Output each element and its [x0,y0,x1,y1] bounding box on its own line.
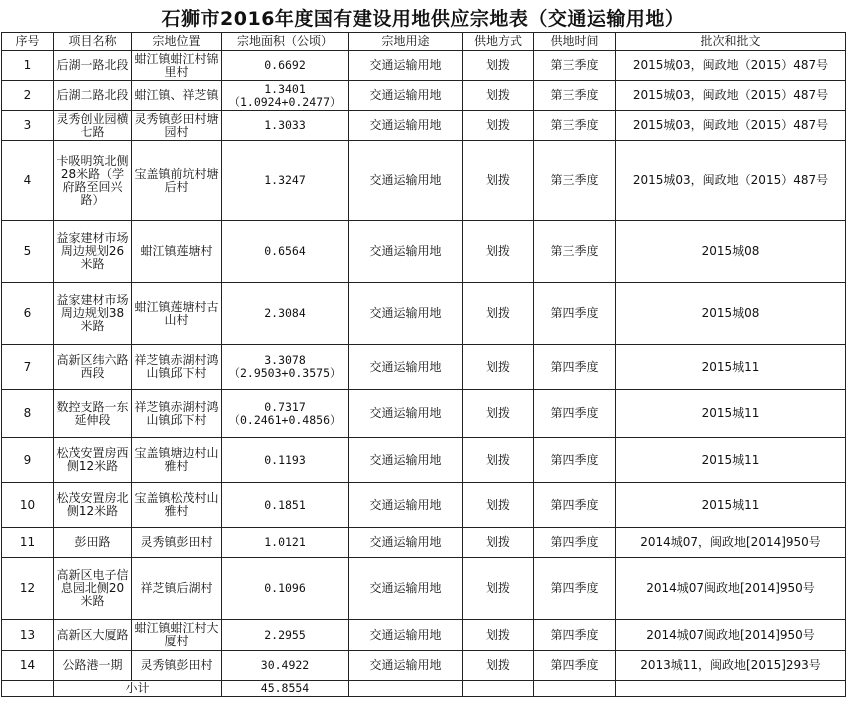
table-row [2,438,846,483]
project-name-cell: 益家建材市场周边规划26米路 [54,221,132,283]
area-cell [222,111,349,141]
area-value: 1.3247 [264,173,306,187]
row-number-cell: 10 [2,483,54,528]
supply-method-cell: 划拨 [463,651,534,681]
supply-time-cell: 第四季度 [534,345,616,390]
land-use-cell: 交通运输用地 [349,651,463,681]
header-cell: 项目名称 [54,33,132,51]
area-cell [222,620,349,651]
supply-time-cell: 第四季度 [534,283,616,345]
land-use-cell: 交通运输用地 [349,141,463,221]
area-cell [222,528,349,558]
area-cell [222,51,349,81]
header-cell: 宗地用途 [349,33,463,51]
page-title: 石狮市2016年度国有建设用地供应宗地表（交通运输用地） [161,8,685,30]
land-use-cell: 交通运输用地 [349,81,463,111]
area-value: 2.2955 [264,627,306,642]
approval-cell: 2015城11 [616,390,846,438]
table-row [2,483,846,528]
area-value: 1.0121 [264,535,306,549]
area-value: 0.6564 [264,244,306,258]
subtotal-empty-cell [2,681,54,697]
area-value: 30.4922 [260,658,310,672]
area-value: 1.3033 [264,118,306,132]
land-use-cell: 交通运输用地 [349,438,463,483]
supply-time-cell: 第四季度 [534,390,616,438]
location-cell: 祥芝镇赤湖村鸿山镇邱下村 [132,390,222,438]
project-name-cell: 后湖一路北段 [54,51,132,81]
land-use-cell: 交通运输用地 [349,558,463,620]
location-cell: 祥芝镇后湖村 [132,558,222,620]
supply-method-cell: 划拨 [463,438,534,483]
subtotal-empty-cell [463,681,534,697]
supply-method-cell: 划拨 [463,141,534,221]
area-cell [222,221,349,283]
approval-cell: 2015城08 [616,221,846,283]
location-cell: 宝盖镇松茂村山雅村 [132,483,222,528]
area-value: 0.1193 [264,452,306,467]
row-number-cell: 12 [2,558,54,620]
table-row [2,620,846,651]
location-cell: 灵秀镇彭田村塘园村 [132,111,222,141]
approval-cell: 2014城07，闽政地[2014]950号 [616,528,846,558]
subtotal-empty-cell [616,681,846,697]
area-cell [222,345,349,390]
land-use-cell: 交通运输用地 [349,111,463,141]
approval-cell: 2015城11 [616,345,846,390]
location-cell: 蚶江镇莲塘村古山村 [132,283,222,345]
land-use-cell: 交通运输用地 [349,483,463,528]
land-use-cell: 交通运输用地 [349,345,463,390]
area-value: 0.1851 [264,497,306,512]
header-cell: 供地方式 [463,33,534,51]
approval-cell: 2015城03，闽政地（2015）487号 [616,81,846,111]
project-name-cell: 松茂安置房北侧12米路 [54,483,132,528]
header-cell: 宗地位置 [132,33,222,51]
approval-cell: 2015城08 [616,283,846,345]
area-value: 0.1096 [264,581,306,595]
project-name-cell: 数控支路一东延伸段 [54,390,132,438]
approval-cell: 2015城11 [616,438,846,483]
land-use-cell: 交通运输用地 [349,528,463,558]
land-use-cell: 交通运输用地 [349,390,463,438]
table-row [2,283,846,345]
header-cell: 序号 [2,33,54,51]
project-name-cell: 松茂安置房西侧12米路 [54,438,132,483]
approval-cell: 2015城03，闽政地（2015）487号 [616,51,846,81]
approval-cell: 2014城07闽政地[2014]950号 [616,620,846,651]
area-value: 2.3084 [264,306,306,320]
land-use-cell: 交通运输用地 [349,620,463,651]
subtotal-row [2,681,846,697]
row-number-cell: 5 [2,221,54,283]
approval-cell: 2014城07闽政地[2014]950号 [616,558,846,620]
table-row [2,51,846,81]
subtotal-label: 小计 [54,681,222,697]
project-name-cell: 公路港一期 [54,651,132,681]
header-cell: 供地时间 [534,33,616,51]
area-cell [222,283,349,345]
land-use-cell: 交通运输用地 [349,283,463,345]
location-cell: 蚶江镇蚶江村锦里村 [132,51,222,81]
header-cell: 宗地面积（公顷） [222,33,349,51]
row-number-cell: 9 [2,438,54,483]
supply-time-cell: 第三季度 [534,221,616,283]
approval-cell: 2013城11，闽政地[2015]293号 [616,651,846,681]
supply-method-cell: 划拨 [463,390,534,438]
row-number-cell: 13 [2,620,54,651]
row-number-cell: 14 [2,651,54,681]
project-name-cell: 后湖二路北段 [54,81,132,111]
supply-method-cell: 划拨 [463,558,534,620]
supply-method-cell: 划拨 [463,81,534,111]
table-row [2,111,846,141]
area-cell [222,390,349,438]
supply-time-cell: 第四季度 [534,483,616,528]
row-number-cell: 2 [2,81,54,111]
header-row [2,33,846,51]
location-cell: 灵秀镇彭田村 [132,528,222,558]
area-value: 0.6692 [264,58,306,72]
location-cell: 宝盖镇前坑村塘后村 [132,141,222,221]
area-cell [222,651,349,681]
project-name-cell: 益家建材市场周边规划38米路 [54,283,132,345]
supply-method-cell: 划拨 [463,221,534,283]
subtotal-empty-cell [349,681,463,697]
location-cell: 宝盖镇塘边村山雅村 [132,438,222,483]
approval-cell: 2015城11 [616,483,846,528]
supply-time-cell: 第四季度 [534,558,616,620]
table-row [2,221,846,283]
supply-method-cell: 划拨 [463,51,534,81]
area-cell [222,438,349,483]
row-number-cell: 7 [2,345,54,390]
table-row [2,81,846,111]
location-cell: 灵秀镇彭田村 [132,651,222,681]
table-row [2,558,846,620]
project-name-cell: 高新区电子信息园北侧20米路 [54,558,132,620]
project-name-cell: 彭田路 [54,528,132,558]
area-cell [222,141,349,221]
land-use-cell: 交通运输用地 [349,221,463,283]
row-number-cell: 11 [2,528,54,558]
supply-time-cell: 第四季度 [534,620,616,651]
approval-cell: 2015城03，闽政地（2015）487号 [616,141,846,221]
row-number-cell: 4 [2,141,54,221]
header-cell: 批次和批文 [616,33,846,51]
row-number-cell: 3 [2,111,54,141]
supply-method-cell: 划拨 [463,111,534,141]
supply-time-cell: 第三季度 [534,81,616,111]
area-cell [222,558,349,620]
table-row [2,528,846,558]
supply-time-cell: 第三季度 [534,141,616,221]
supply-time-cell: 第三季度 [534,51,616,81]
row-number-cell: 8 [2,390,54,438]
table-row [2,141,846,221]
location-cell: 蚶江镇蚶江村大厦村 [132,620,222,651]
row-number-cell: 6 [2,283,54,345]
area-breakdown: （2.9503+0.3575） [228,366,342,380]
supply-time-cell: 第四季度 [534,528,616,558]
subtotal-empty-cell [534,681,616,697]
area-breakdown: （0.2461+0.4856） [228,412,342,427]
table-row [2,345,846,390]
subtotal-area: 45.8554 [222,681,349,697]
area-cell [222,81,349,111]
land-supply-table [1,32,846,697]
project-name-cell: 卡吸明筑北侧28米路（学府路至回兴路） [54,141,132,221]
supply-method-cell: 划拨 [463,283,534,345]
area-value: 3.3078 [264,353,306,367]
supply-time-cell: 第三季度 [534,111,616,141]
location-cell: 祥芝镇赤湖村鸿山镇邱下村 [132,345,222,390]
project-name-cell: 高新区大厦路 [54,620,132,651]
supply-method-cell: 划拨 [463,528,534,558]
project-name-cell: 灵秀创业园横七路 [54,111,132,141]
land-use-cell: 交通运输用地 [349,51,463,81]
location-cell: 蚶江镇、祥芝镇 [132,81,222,111]
row-number-cell: 1 [2,51,54,81]
area-breakdown: （1.0924+0.2477） [228,94,342,109]
supply-time-cell: 第四季度 [534,651,616,681]
area-cell [222,483,349,528]
supply-method-cell: 划拨 [463,620,534,651]
project-name-cell: 高新区纬六路西段 [54,345,132,390]
area-value: 1.3401 [264,81,306,96]
table-row [2,651,846,681]
supply-method-cell: 划拨 [463,345,534,390]
approval-cell: 2015城03，闽政地（2015）487号 [616,111,846,141]
supply-time-cell: 第四季度 [534,438,616,483]
location-cell: 蚶江镇莲塘村 [132,221,222,283]
area-value: 0.7317 [264,399,306,414]
table-row [2,390,846,438]
supply-method-cell: 划拨 [463,483,534,528]
